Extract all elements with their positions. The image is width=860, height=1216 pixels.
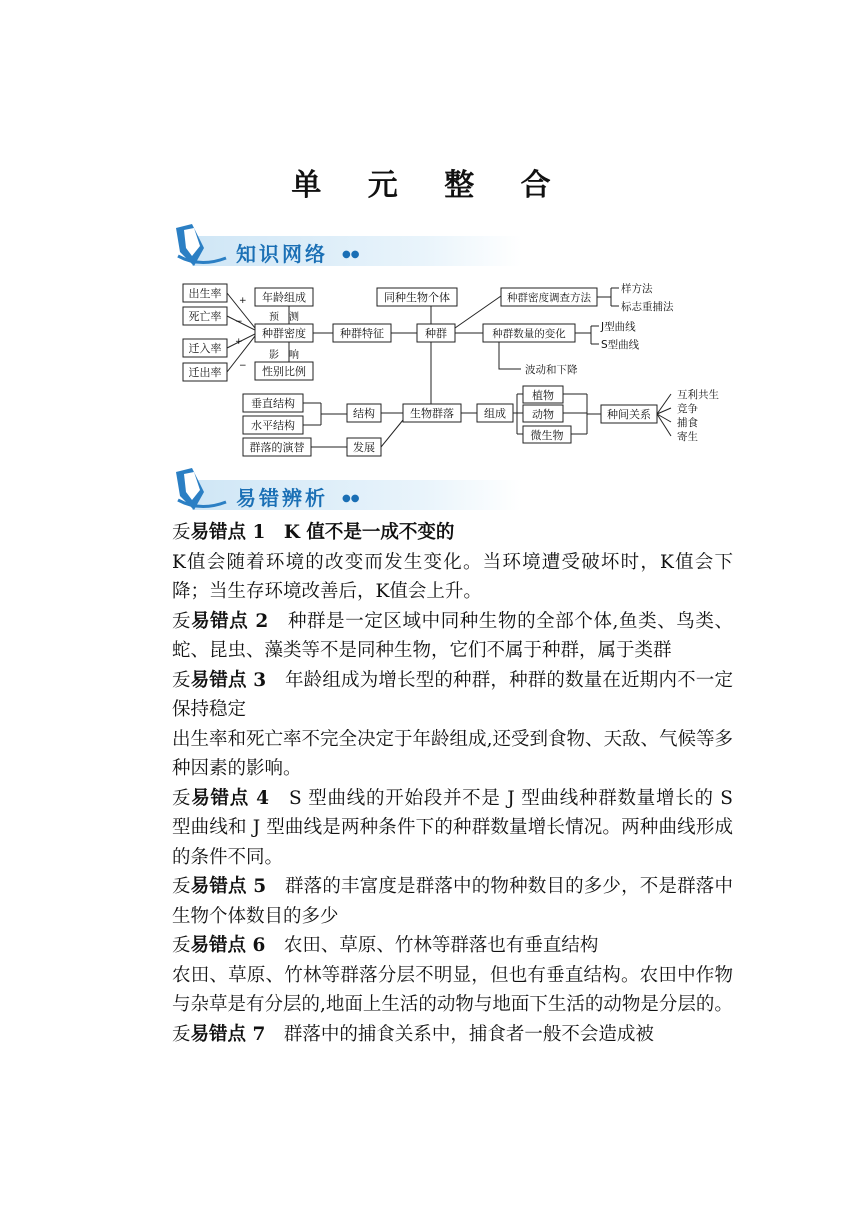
succession-label: 群落的演替 [249, 441, 305, 454]
immigration-label: 迁入率 [188, 342, 222, 355]
plus-sign: + [239, 296, 247, 306]
plants-label: 植物 [532, 389, 554, 402]
error-point-5 [130, 872, 733, 931]
explanation-1: K值会随着环境的改变而发生变化。当环境遭受破坏时，K值会下降；当生存环境改善后，K值会上升。 [172, 551, 733, 602]
pencil-icon [170, 466, 232, 514]
plus-sign: + [235, 337, 243, 347]
point-marker: 叐 [172, 669, 191, 691]
point-text: 种群是一定区域中同种生物的全部个体,鱼类、鸟类、蛇、昆虫、藻类等不是同种生物，它们不属于种群，属于类群 [172, 610, 733, 661]
composition-label: 组成 [484, 407, 506, 420]
point-heading: 易错点 3 [190, 669, 267, 691]
banner-label: 知识网络 [236, 242, 328, 266]
j-curve-label: J型曲线 [601, 321, 636, 333]
banner-label: 易错辨析 [236, 486, 328, 510]
point-marker: 叐 [172, 787, 192, 809]
section-banner-errors [170, 466, 525, 514]
banner-dots: ●● [342, 249, 360, 260]
point-heading: 易错点 6 [190, 935, 266, 956]
mutualism-label: 互利共生 [677, 389, 719, 401]
minus-sign: − [235, 317, 243, 327]
point-heading: 易错点 5 [190, 876, 267, 897]
influence-label: 影 响 [269, 350, 299, 361]
mark-recapture-label: 标志重捕法 [621, 301, 674, 313]
microbes-label: 微生物 [530, 429, 564, 442]
point-marker: 叐 [172, 522, 191, 543]
point-marker: 叐 [172, 610, 192, 632]
interspecific-label: 种间关系 [607, 408, 651, 421]
development-label: 发展 [353, 441, 375, 454]
point-text: 年龄组成为增长型的种群，种群的数量在近期内不一定保持稳定 [172, 669, 733, 720]
emigration-label: 迁出率 [188, 366, 222, 379]
sex-ratio-label: 性别比例 [262, 365, 306, 378]
point-heading: 易错点 1 [190, 522, 266, 543]
error-point-3 [130, 666, 733, 725]
error-point-4 [130, 784, 733, 873]
death-rate-label: 死亡率 [188, 310, 222, 323]
birth-rate-label: 出生率 [188, 287, 222, 300]
error-point-1 [130, 518, 733, 548]
point-text: 群落中的捕食关系中，捕食者一般不会造成被 [265, 1023, 654, 1045]
point-marker: 叐 [172, 876, 191, 897]
point-heading: 易错点 2 [191, 610, 269, 632]
concept-map [175, 280, 755, 466]
horizontal-label: 水平结构 [251, 419, 295, 432]
pencil-icon [170, 222, 232, 270]
point-heading: 易错点 4 [191, 787, 270, 809]
point-text: 农田、草原、竹林等群落也有垂直结构 [265, 935, 599, 956]
quadrat-label: 样方法 [621, 283, 653, 295]
error-point-6 [130, 931, 733, 961]
features-label: 种群特征 [340, 327, 384, 340]
point-marker: 叐 [172, 935, 191, 956]
point-text: 群落的丰富度是群落中的物种数目的多少，不是群落中生物个体数目的多少 [172, 876, 733, 927]
animals-label: 动物 [532, 408, 554, 421]
density-label: 种群密度 [262, 327, 306, 340]
density-methods-label: 种群密度调查方法 [507, 292, 591, 304]
error-point-7 [130, 1020, 733, 1050]
quantity-change-label: 种群数量的变化 [492, 328, 566, 340]
vertical-label: 垂直结构 [251, 397, 295, 410]
population-label: 种群 [425, 327, 447, 340]
fluctuation-label: 波动和下降 [525, 364, 578, 376]
point-marker: 叐 [172, 1023, 191, 1045]
point-text: K 值不是一成不变的 [265, 522, 455, 543]
same-species-label: 同种生物个体 [384, 291, 450, 304]
predation-label: 捕食 [677, 417, 698, 429]
explanation-6: 农田、草原、竹林等群落分层不明显，但也有垂直结构。农田中作物与杂草是有分层的,地面上生活的动物与地面下生活的动物是分层的。 [172, 964, 733, 1015]
structure-label: 结构 [353, 407, 375, 420]
competition-label: 竞争 [677, 403, 698, 415]
section-banner-knowledge [170, 222, 525, 270]
point-text: S 型曲线的开始段并不是 J 型曲线种群数量增长的 S 型曲线和 J 型曲线是两种条件下的种群数量增长情况。两种曲线形成的条件不同。 [172, 787, 733, 868]
predict-label: 预 测 [269, 312, 299, 323]
page-title: 单 元 整 合 [291, 168, 569, 203]
banner-dots: ●● [342, 493, 360, 504]
point-heading: 易错点 7 [190, 1023, 266, 1045]
explanation-3: 出生率和死亡率不完全决定于年龄组成,还受到食物、天敌、气候等多种因素的影响。 [172, 728, 733, 779]
minus-sign: − [239, 361, 247, 371]
community-label: 生物群落 [410, 407, 454, 420]
parasitism-label: 寄生 [677, 431, 698, 443]
error-list [130, 518, 733, 1049]
error-point-2 [130, 607, 733, 666]
s-curve-label: S型曲线 [601, 339, 640, 351]
age-structure-label: 年龄组成 [262, 291, 306, 304]
